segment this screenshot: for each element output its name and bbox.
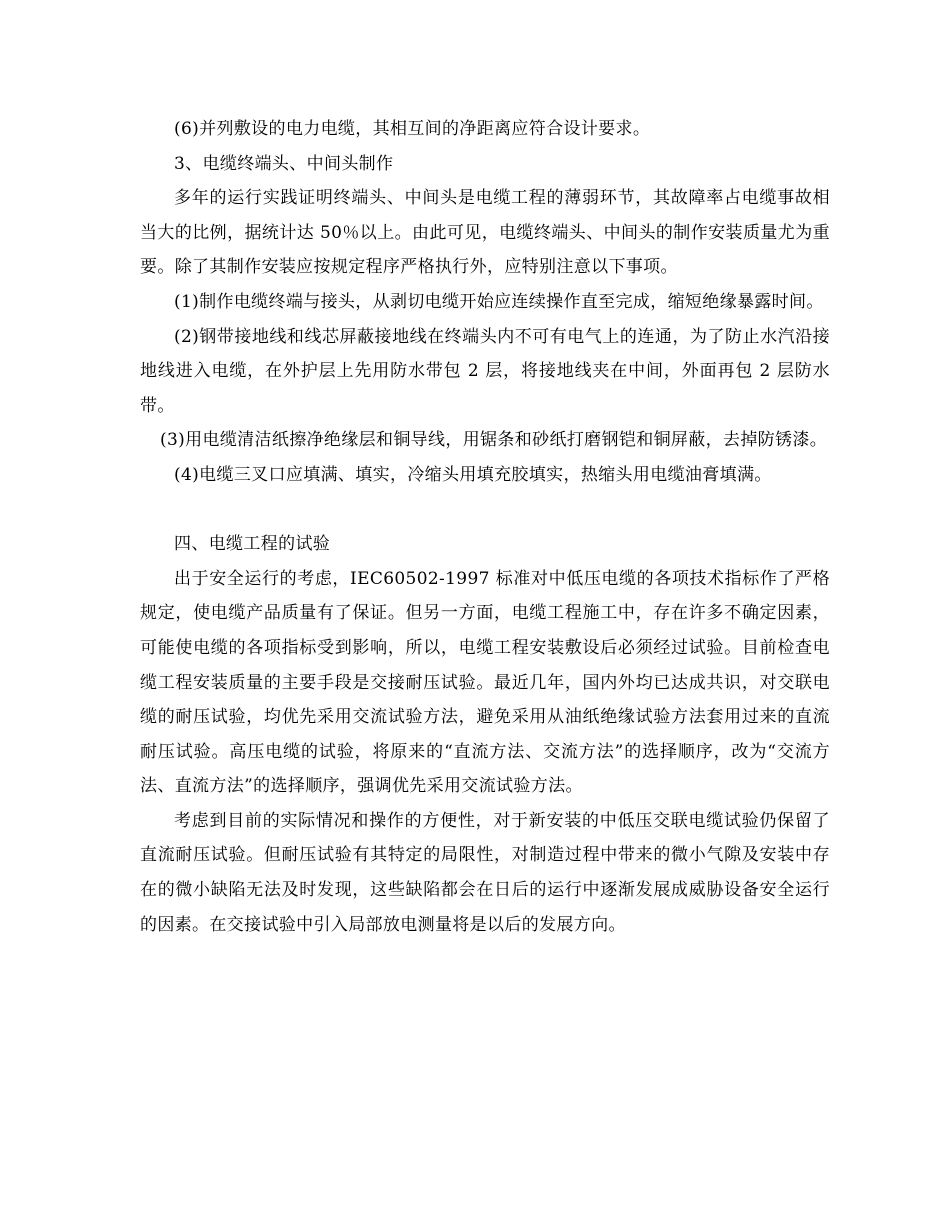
paragraph-testing-standards: 出于安全运行的考虑，IEC60502-1997 标准对中低压电缆的各项技术指标作了严格规定，使电缆产品质量有了保证。但另一方面，电缆工程施工中，存在许多不确定因素，可能使电缆的各项指标受到影响，所以，电缆工程安装敷设后必须经过试验。目前检查电缆工程安装质量的主要手段是交接耐压试验。最近几年，国内外均已达成共识，对交联电缆的耐压试验，均优先采用交流试验方法，避免采用从油纸绝缘试验方法套用过来的直流耐压试验。高压电缆的试验，将原来的“直流方法、交流方法”的选择顺序，改为“交流方法、直流方法”的选择顺序，强调优先采用交流试验方法。 xyxy=(140,568,830,797)
paragraph-item-1: (1)制作电缆终端与接头，从剥切电缆开始应连续操作直至完成，缩短绝缘暴露时间。 xyxy=(174,291,824,312)
paragraph-item-2: (2)钢带接地线和线芯屏蔽接地线在终端头内不可有电气上的连通，为了防止水汽沿接地线进入电缆，在外护层上先用防水带包 2 层，将接地线夹在中间，外面再包 2 层防水带。 xyxy=(140,326,830,416)
paragraph-spacer xyxy=(140,493,830,528)
paragraph-item-3: (3)用电缆清洁纸擦净绝缘层和铜导线，用锯条和砂纸打磨钢铠和铜屏蔽，去掉防锈漆。 xyxy=(160,430,828,451)
document-body xyxy=(140,112,830,942)
section-heading-cable-testing: 四、电缆工程的试验 xyxy=(174,534,331,555)
paragraph-termination-weakness: 多年的运行实践证明终端头、中间头是电缆工程的薄弱环节，其故障率占电缆事故相当大的比例，据统计达 50％以上。由此可见，电缆终端头、中间头的制作安装质量尤为重要。除了其制作安装应按规定程序严格执行外，应特别注意以下事项。 xyxy=(140,188,830,278)
paragraph-parallel-cable-spacing: (6)并列敷设的电力电缆，其相互间的净距离应符合设计要求。 xyxy=(174,119,651,139)
paragraph-dc-withstand-test: 考虑到目前的实际情况和操作的方便性，对于新安装的中低压交联电缆试验仍保留了直流耐压试验。但耐压试验有其特定的局限性，对制造过程中带来的微小气隙及安装中存在的微小缺陷无法及时发现，这些缺陷都会在日后的运行中逐渐发展成威胁设备安全运行的因素。在交接试验中引入局部放电测量将是以后的发展方向。 xyxy=(140,810,830,935)
paragraph-item-4: (4)电缆三叉口应填满、填实，冷缩头用填充胶填实，热缩头用电缆油膏填满。 xyxy=(174,464,772,485)
section-heading-cable-terminations: 3、电缆终端头、中间头制作 xyxy=(174,153,394,174)
